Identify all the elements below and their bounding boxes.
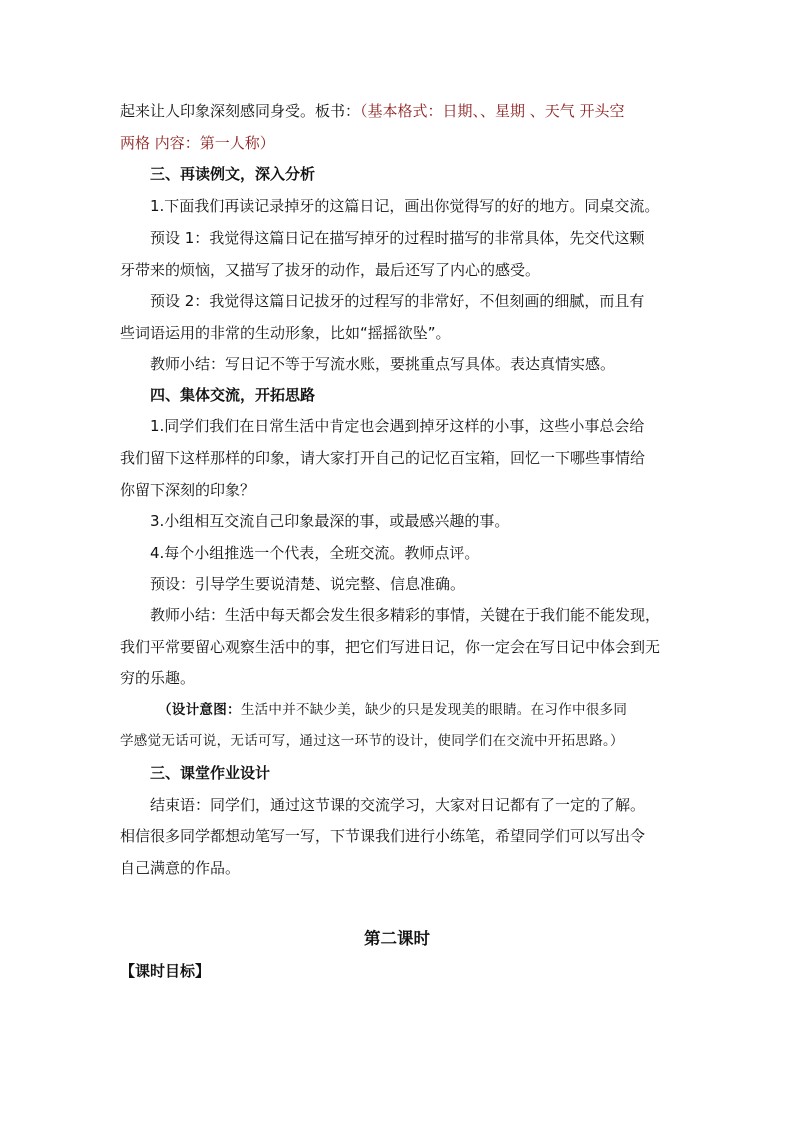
note-label: （设计意图：	[158, 702, 241, 718]
paragraph-line: 预设：引导学生要说清楚、说完整、信息准确。	[150, 575, 466, 593]
board-format-text: 两格 内容：第一人称）	[120, 134, 275, 152]
design-intent-note	[158, 700, 627, 720]
note-text: 生活中并不缺少美，缺少的只是发现美的眼睛。在习作中很多同	[240, 702, 628, 718]
paragraph-line: 些词语运用的非常的生动形象，比如“摇摇欲坠”。	[120, 324, 451, 342]
paragraph-line: 我们平常要留心观察生活中的事，把它们写进日记，你一定会在写日记中体会到无	[120, 638, 661, 656]
section-heading: 三、课堂作业设计	[150, 764, 271, 782]
paragraph-line: 1.下面我们再读记录掉牙的这篇日记，画出你觉得写的好的地方。同桌交流。	[150, 197, 660, 215]
section-heading: 三、再读例文，深入分析	[150, 165, 316, 183]
lesson-title: 第二课时	[364, 929, 430, 948]
paragraph-line: 预设 1：我觉得这篇日记在描写掉牙的过程时描写的非常具体，先交代这颗	[150, 229, 645, 247]
paragraph-line: 穷的乐趣。	[120, 669, 196, 687]
board-format-text: （基本格式：日期、、星期 、天气 开头空	[360, 102, 625, 120]
text-line	[120, 101, 625, 121]
paragraph-line: 我们留下这样那样的印象，请大家打开自己的记忆百宝箱，回忆一下哪些事情给	[120, 449, 646, 467]
paragraph-line: 教师小结：生活中每天都会发生很多精彩的事情，关键在于我们能不能发现，	[150, 606, 661, 624]
text-span: 起来让人印象深刻感同身受。板书：	[120, 102, 361, 120]
paragraph-line: 牙带来的烦恼，又描写了拔牙的动作，最后还写了内心的感受。	[120, 261, 541, 279]
paragraph-line: 4.每个小组推选一个代表，全班交流。教师点评。	[150, 544, 480, 562]
paragraph-line: 3.小组相互交流自己印象最深的事，或最感兴趣的事。	[150, 512, 510, 530]
section-heading: 四、集体交流，开拓思路	[150, 386, 316, 404]
paragraph-line: 预设 2：我觉得这篇日记拔牙的过程写的非常好，不但刻画的细腻，而且有	[150, 292, 645, 310]
lesson-goal-heading: 【课时目标】	[120, 962, 211, 980]
paragraph-line: 1.同学们我们在日常生活中肯定也会遇到掉牙这样的小事，这些小事总会给	[150, 417, 645, 435]
paragraph-line: 结束语：同学们，通过这节课的交流学习，大家对日记都有了一定的了解。	[150, 796, 646, 814]
paragraph-line: 相信很多同学都想动笔写一写，下节课我们进行小练笔，希望同学们可以写出令	[120, 827, 646, 845]
paragraph-line: 自己满意的作品。	[120, 859, 241, 877]
paragraph-line: 你留下深刻的印象？	[120, 481, 256, 499]
paragraph-line: 教师小结：写日记不等于写流水账，要挑重点写具体。表达真情实感。	[150, 355, 616, 373]
design-intent-note: 学感觉无话可说，无话可写，通过这一环节的设计，使同学们在交流中开拓思路。）	[120, 733, 624, 749]
